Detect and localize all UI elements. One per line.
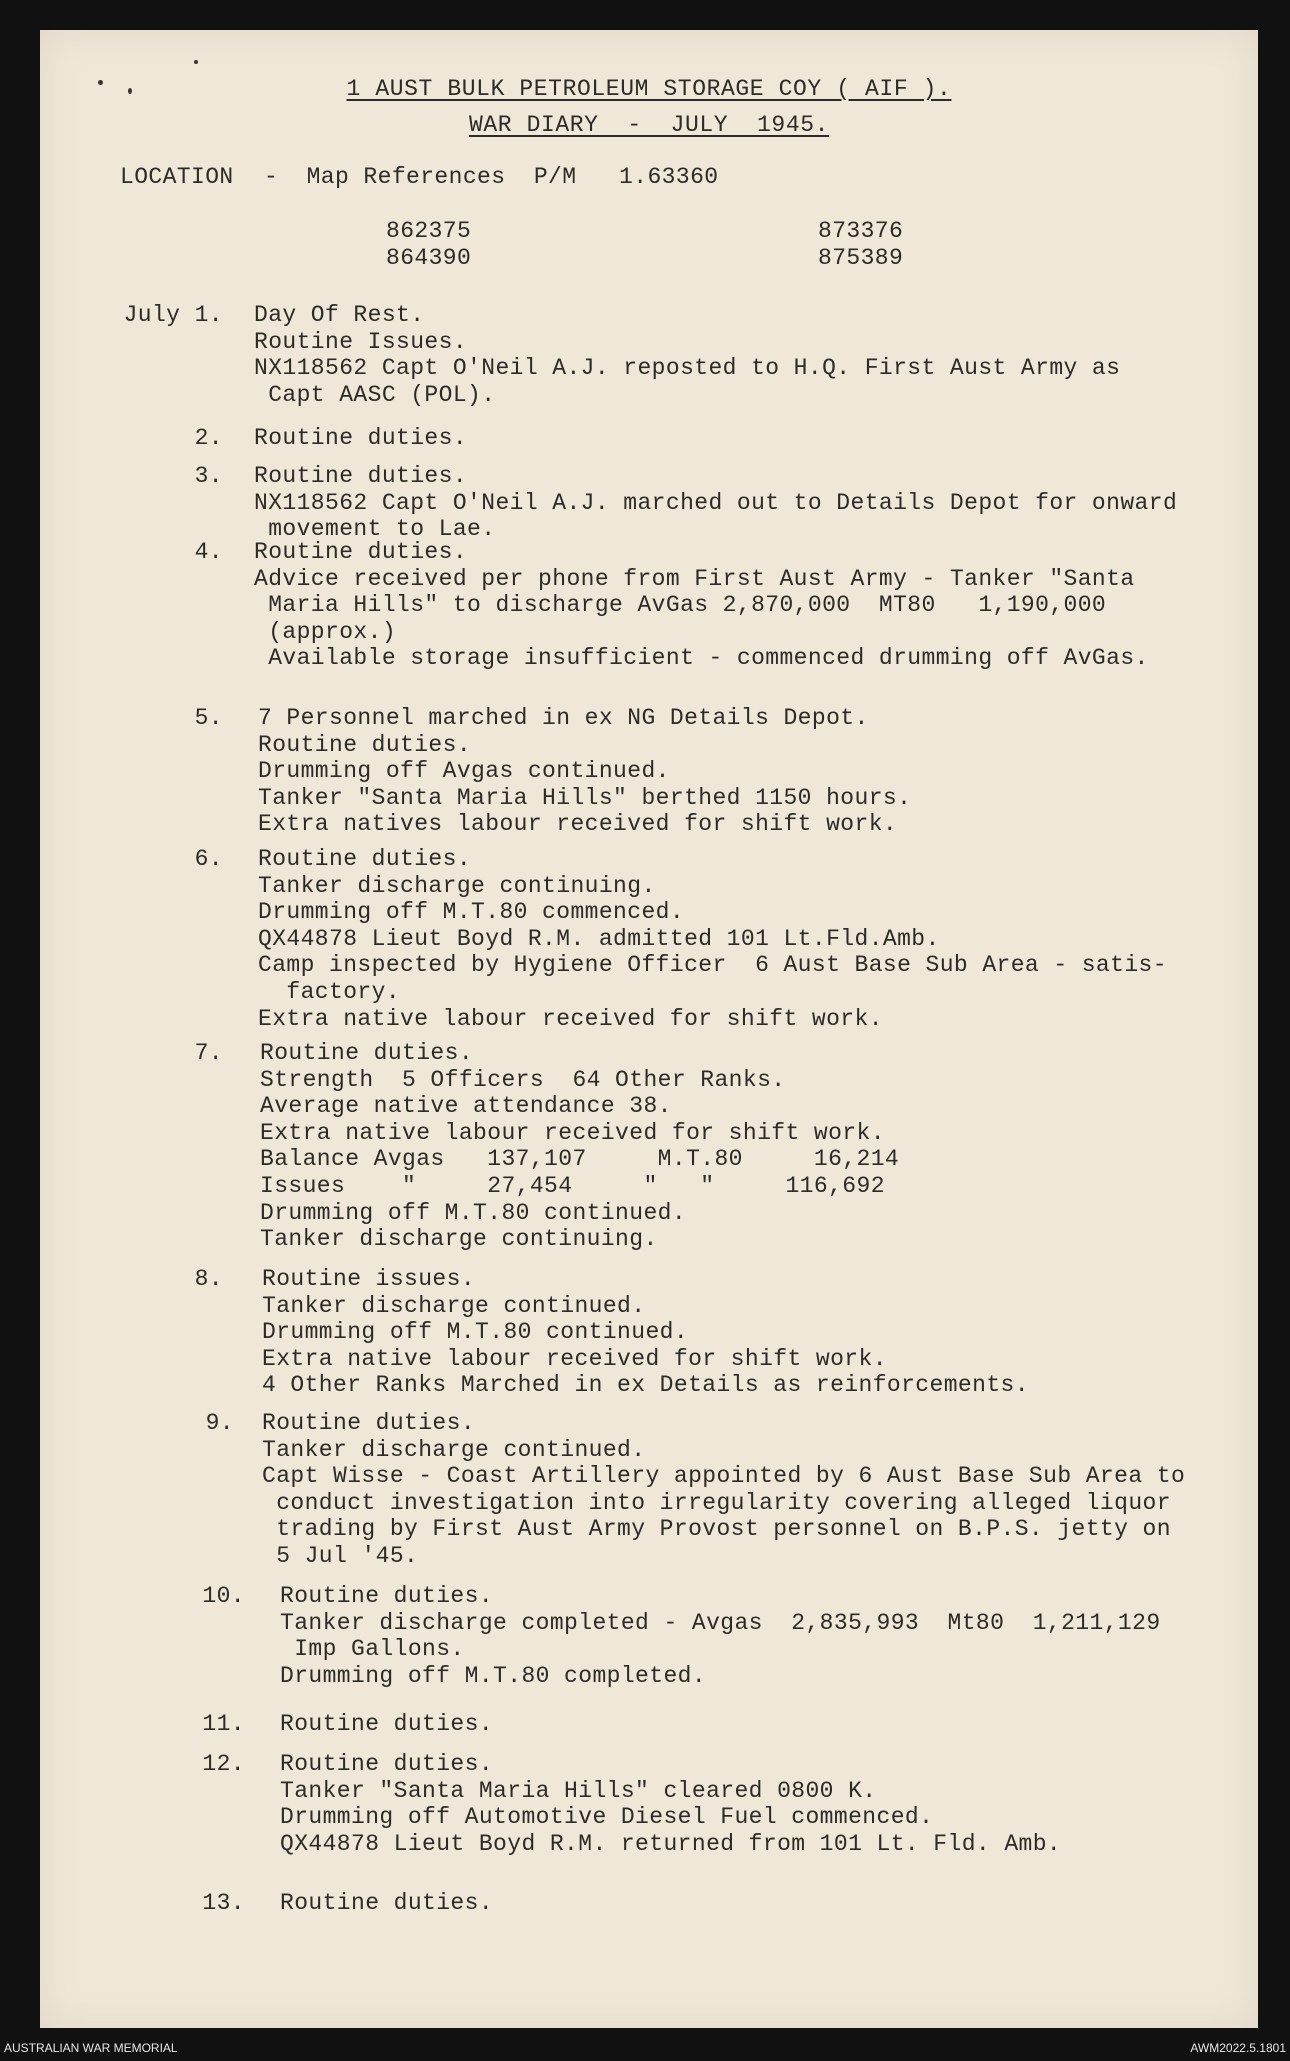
entry-date: 9. <box>205 1410 234 1436</box>
entry-line: Imp Gallons. <box>280 1636 465 1663</box>
entry-line: Routine duties. <box>254 539 468 565</box>
entry-line: QX44878 Lieut Boyd R.M. admitted 101 Lt.Fld.Amb. <box>258 925 940 952</box>
entry-line: Routine issues. <box>262 1266 476 1292</box>
entry-line: Maria Hills" to discharge AvGas 2,870,000 MT80 1,190,000 <box>254 592 1107 619</box>
entry-line: Extra native labour received for shift work. <box>262 1345 887 1372</box>
entry-line: Tanker discharge completed - Avgas 2,835,993 Mt80 1,211,129 <box>280 1609 1161 1636</box>
entry-line: Tanker discharge continued. <box>262 1292 646 1319</box>
entry-line: Tanker discharge continuing. <box>260 1226 658 1253</box>
entry-line: trading by First Aust Army Provost personnel on B.P.S. jetty on <box>262 1516 1171 1543</box>
footer-right: AWM2022.5.1801 <box>1190 2041 1286 2055</box>
entry-line: movement to Lae. <box>254 516 496 543</box>
entry-line: Average native attendance 38. <box>260 1093 672 1120</box>
map-ref: 873376 <box>818 218 904 244</box>
entry-line: Capt Wisse - Coast Artillery appointed by 6 Aust Base Sub Area to <box>262 1463 1186 1490</box>
entry-line: Issues " 27,454 " " 116,692 <box>260 1173 885 1199</box>
entry-line: Capt AASC (POL). <box>254 381 496 408</box>
footer-left: AUSTRALIAN WAR MEMORIAL <box>4 2041 178 2055</box>
entry-line: Balance Avgas 137,107 M.T.80 16,214 <box>260 1146 900 1173</box>
entry-date: July 1. <box>123 302 223 328</box>
entry-line: Routine duties. <box>280 1890 494 1916</box>
entry-line: Extra native labour received for shift work. <box>258 1005 883 1032</box>
entry-date: 5. <box>194 705 223 731</box>
entry-date: 3. <box>194 463 223 489</box>
entry-line: Routine duties. <box>280 1583 494 1609</box>
entry-line: Tanker discharge continuing. <box>258 872 656 899</box>
diary-title-line <box>40 112 1258 138</box>
entry-date: 6. <box>194 846 223 872</box>
entry-line: Extra native labour received for shift work. <box>260 1119 885 1146</box>
entry-date: 11. <box>202 1711 245 1737</box>
entry-date: 12. <box>202 1751 245 1777</box>
diary-page <box>40 30 1258 2028</box>
entry-line: Camp inspected by Hygiene Officer 6 Aust Base Sub Area - satis- <box>258 952 1167 979</box>
entry-line: Tanker discharge continued. <box>262 1436 646 1463</box>
entry-date: 13. <box>202 1890 245 1916</box>
entry-line: Routine duties. <box>258 731 472 758</box>
entry-line: conduct investigation into irregularity covering alleged liquor <box>262 1489 1171 1516</box>
entry-line: Drumming off M.T.80 continued. <box>262 1319 689 1346</box>
entry-line: factory. <box>258 979 401 1005</box>
entry-line: QX44878 Lieut Boyd R.M. returned from 101 Lt. Fld. Amb. <box>280 1830 1062 1857</box>
entry-line: Routine duties. <box>280 1751 494 1777</box>
map-ref: 864390 <box>386 245 472 271</box>
entry-line: Tanker "Santa Maria Hills" berthed 1150 hours. <box>258 784 912 811</box>
entry-date: 7. <box>194 1040 223 1066</box>
entry-line: Routine duties. <box>260 1040 474 1066</box>
entry-line: Drumming off M.T.80 commenced. <box>258 899 685 926</box>
entry-line: Tanker "Santa Maria Hills" cleared 0800 K. <box>280 1777 877 1804</box>
unit-name: 1 AUST BULK PETROLEUM STORAGE COY ( AIF ). <box>346 76 952 102</box>
entry-line: Routine duties. <box>254 463 468 489</box>
entry-date: 2. <box>194 425 223 451</box>
entry-line: Strength 5 Officers 64 Other Ranks. <box>260 1066 786 1093</box>
entry-line: 7 Personnel marched in ex NG Details Depot. <box>258 705 869 731</box>
entry-date: 8. <box>194 1266 223 1292</box>
map-ref: 862375 <box>386 218 472 244</box>
entry-line: Drumming off M.T.80 completed. <box>280 1662 707 1689</box>
entry-line: Available storage insufficient - commenced drumming off AvGas. <box>254 645 1149 672</box>
entry-line: 4 Other Ranks Marched in ex Details as reinforcements. <box>262 1372 1029 1399</box>
entry-line: Routine duties. <box>280 1711 494 1737</box>
entry-line: NX118562 Capt O'Neil A.J. reposted to H.Q. First Aust Army as <box>254 355 1121 382</box>
ink-speck <box>194 60 198 64</box>
entry-line: Drumming off Avgas continued. <box>258 758 670 785</box>
entry-line: Routine Issues. <box>254 328 468 355</box>
location-text: - Map References P/M 1.63360 <box>264 164 719 190</box>
entry-line: Advice received per phone from First Aust Army - Tanker "Santa <box>254 565 1135 592</box>
entry-date: 4. <box>194 539 223 565</box>
entry-date: 10. <box>202 1583 245 1609</box>
entry-line: Routine duties. <box>258 846 472 872</box>
map-ref: 875389 <box>818 245 904 271</box>
diary-title: WAR DIARY - JULY 1945. <box>468 112 830 138</box>
location-label: LOCATION <box>120 164 234 190</box>
entry-line: Extra natives labour received for shift work. <box>258 811 898 838</box>
entry-line: Day Of Rest. <box>254 302 425 328</box>
entry-line: (approx.) <box>254 618 397 645</box>
entry-line: Routine duties. <box>254 425 468 451</box>
unit-heading <box>40 76 1258 102</box>
entry-line: 5 Jul '45. <box>262 1543 419 1569</box>
entry-line: Drumming off M.T.80 continued. <box>260 1199 687 1226</box>
entry-line: Routine duties. <box>262 1410 476 1436</box>
entry-line: NX118562 Capt O'Neil A.J. marched out to Details Depot for onward <box>254 489 1178 516</box>
entry-line: Drumming off Automotive Diesel Fuel commenced. <box>280 1804 934 1831</box>
